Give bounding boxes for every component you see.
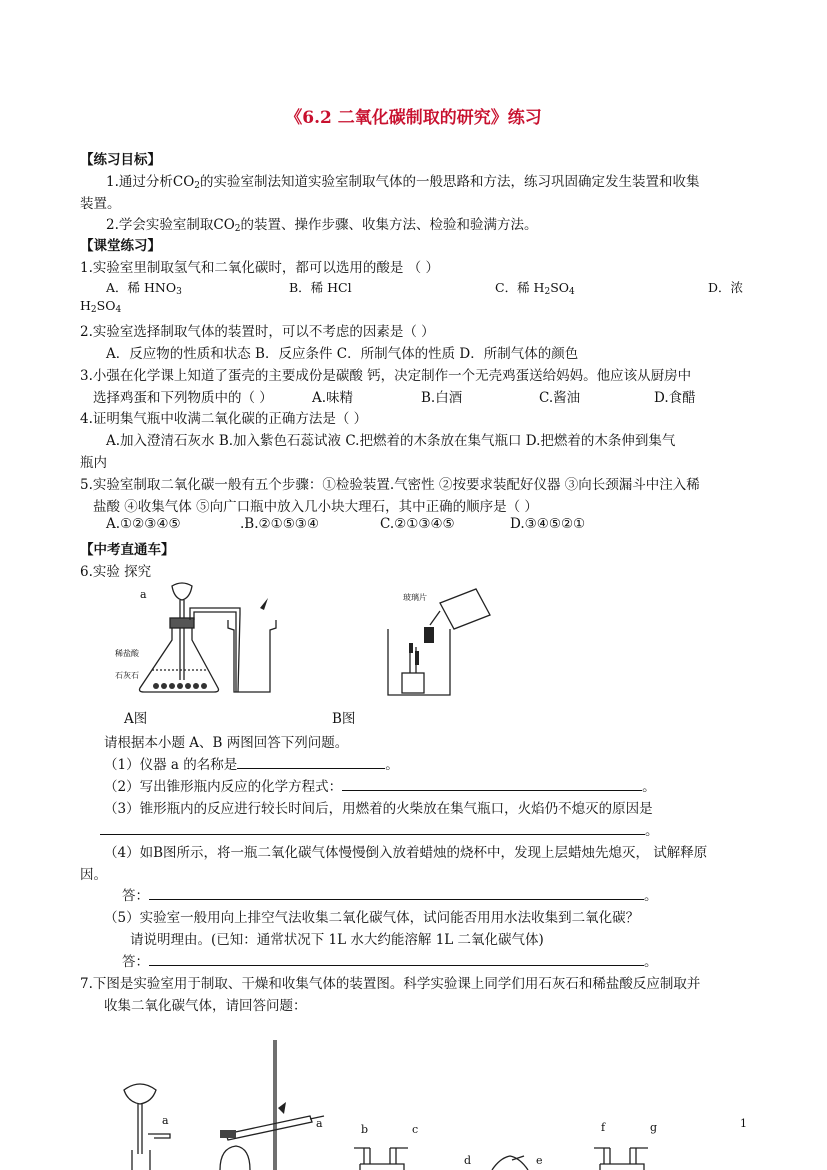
q1-option-a bbox=[106, 278, 182, 297]
question-5-cont: 盐酸 ④收集气体 ⑤向广口瓶中放入几小块大理石，其中正确的顺序是（ ） bbox=[93, 499, 538, 515]
fig-a-letter: a bbox=[140, 588, 147, 601]
question-2: 2.实验室选择制取气体的装置时，可以不考虑的因素是（ ） bbox=[80, 324, 435, 340]
period: 。 bbox=[644, 954, 658, 970]
q5-option-a: A.①②③④⑤ bbox=[106, 516, 181, 532]
q3-option-c: C.酱油 bbox=[539, 390, 581, 406]
subscript: 2 bbox=[90, 305, 97, 315]
question-4: 4.证明集气瓶中收满二氧化碳的正确方法是（ ） bbox=[80, 411, 368, 427]
q6-part-3-answer bbox=[100, 819, 659, 839]
q2-options: A．反应物的性质和状态 B．反应条件 C．所制气体的性质 D．所制气体的颜色 bbox=[106, 346, 579, 362]
option-text: SO bbox=[96, 298, 116, 313]
answer-blank[interactable] bbox=[149, 951, 644, 966]
goal-1-text-cont: 的实验室制法知道实验室制取气体的一般思路和方法，练习巩固确定发生装置和收集 bbox=[200, 174, 700, 190]
question-7: 7.下图是实验室用于制取、干燥和收集气体的装置图。科学实验课上同学们用石灰石和稀盐酸反应制取并 bbox=[80, 976, 701, 992]
q1-option-b: B．稀 HCl bbox=[289, 280, 352, 295]
answer-label: 答： bbox=[122, 954, 149, 970]
answer-blank[interactable] bbox=[149, 885, 644, 900]
subscript: 4 bbox=[115, 305, 122, 315]
fig7-label: f bbox=[601, 1121, 606, 1134]
answer-blank[interactable] bbox=[100, 820, 645, 835]
goal-2-line bbox=[106, 213, 538, 234]
fig7-label: g bbox=[650, 1121, 658, 1134]
fig-a-stone-label: 石灰石 bbox=[115, 671, 139, 680]
option-text: C．稀 H bbox=[495, 280, 545, 295]
answer-blank[interactable] bbox=[342, 776, 642, 791]
question-6: 6.实验 探究 bbox=[80, 564, 152, 580]
classroom-header: 【课堂练习】 bbox=[80, 238, 161, 254]
question-1: 1.实验室里制取氢气和二氧化碳时，都可以选用的酸是 （ ） bbox=[80, 260, 439, 276]
q6-part-5-answer bbox=[122, 950, 658, 970]
question-3: 3.小强在化学课上知道了蛋壳的主要成份是碳酸 钙，决定制作一个无壳鸡蛋送给妈妈。他应该从厨房中 bbox=[80, 368, 692, 384]
q1-option-d: D．浓 bbox=[708, 280, 744, 295]
question-7-cont: 收集二氧化碳气体，请回答问题： bbox=[104, 998, 307, 1014]
question-5: 5.实验室制取二氧化碳一般有五个步骤：①检验装置.气密性 ②按要求装配好仪器 ③向长颈漏斗中注入稀 bbox=[80, 477, 700, 493]
option-text: H bbox=[80, 298, 91, 313]
goal-1-end: 装置。 bbox=[80, 196, 121, 212]
answer-blank[interactable] bbox=[237, 754, 385, 769]
fig-a-caption: A图 bbox=[124, 711, 148, 727]
q6-intro: 请根据本小题 A、B 两图回答下列问题。 bbox=[104, 735, 349, 751]
goal-1-text: 1.通过分析CO bbox=[106, 174, 195, 190]
answer-label: 答： bbox=[122, 888, 149, 904]
q6-part-5: （5）实验室一般用向上排空气法收集二氧化碳气体，试问能否用用水法收集到二氧化碳？ bbox=[104, 910, 640, 926]
question-text: （1）仪器 a 的名称是 bbox=[104, 757, 238, 773]
period: 。 bbox=[385, 757, 399, 773]
period: 。 bbox=[642, 779, 656, 795]
q3-option-a: A.味精 bbox=[312, 390, 354, 406]
q1-option-c bbox=[495, 278, 575, 297]
exam-header: 【中考直通车】 bbox=[80, 542, 175, 558]
q5-option-b: .B.②①⑤③④ bbox=[240, 516, 320, 532]
goal-1-line bbox=[106, 170, 700, 191]
q4-options-cont: 瓶内 bbox=[80, 455, 107, 471]
q4-options: A.加入澄清石灰水 B.加入紫色石蕊试液 C.把燃着的木条放在集气瓶口 D.把燃着的木条伸到集气 bbox=[106, 433, 676, 449]
figure-a-apparatus bbox=[110, 580, 280, 700]
q3-option-b: B.白酒 bbox=[421, 390, 463, 406]
subscript: 2 bbox=[544, 287, 551, 297]
option-text: A．稀 HNO bbox=[106, 280, 177, 295]
period: 。 bbox=[644, 888, 658, 904]
goals-header: 【练习目标】 bbox=[80, 152, 161, 168]
q5-option-c: C.②①③④⑤ bbox=[380, 516, 455, 532]
subscript: 3 bbox=[176, 287, 182, 297]
q6-part-4-cont: 因。 bbox=[80, 867, 107, 883]
figure-7-apparatus bbox=[100, 1030, 720, 1170]
figure-b-apparatus bbox=[380, 585, 495, 700]
question-3-cont: 选择鸡蛋和下列物质中的（ ） bbox=[93, 390, 273, 406]
goal-2-text: 2.学会实验室制取CO bbox=[106, 217, 235, 233]
q6-part-2 bbox=[104, 775, 656, 795]
q6-part-1 bbox=[104, 753, 399, 773]
period: 。 bbox=[645, 823, 659, 839]
q6-part-3: （3）锥形瓶内的反应进行较长时间后，用燃着的火柴放在集气瓶口，火焰仍不熄灭的原因是 bbox=[104, 801, 653, 817]
q1-option-d-cont bbox=[80, 298, 121, 315]
fig7-label: a bbox=[162, 1114, 169, 1127]
option-text: SO bbox=[550, 280, 569, 295]
subscript: 4 bbox=[569, 287, 575, 297]
fig7-label: c bbox=[412, 1123, 419, 1136]
subscript: 2 bbox=[194, 181, 201, 191]
fig7-label: b bbox=[361, 1123, 369, 1136]
question-text: （2）写出锥形瓶内反应的化学方程式： bbox=[104, 779, 343, 795]
fig-b-plate-label: 玻璃片 bbox=[403, 593, 427, 602]
q6-part-4-answer bbox=[122, 884, 658, 904]
q5-option-d: D.③④⑤②① bbox=[510, 516, 586, 532]
q6-part-5-cont: 请说明理由。(已知：通常状况下 1L 水大约能溶解 1L 二氧化碳气体) bbox=[130, 932, 544, 948]
fig7-label: d bbox=[464, 1154, 472, 1167]
page-title: 《6.2 二氧化碳制取的研究》练习 bbox=[285, 108, 542, 128]
page-number: 1 bbox=[740, 1117, 747, 1130]
fig-a-acid-label: 稀盐酸 bbox=[115, 649, 139, 658]
q6-part-4: （4）如B图所示，将一瓶二氧化碳气体慢慢倒入放着蜡烛的烧杯中，发现上层蜡烛先熄灭， 试解释原 bbox=[104, 845, 708, 861]
goal-2-text-cont: 的装置、操作步骤、收集方法、检验和验满方法。 bbox=[240, 217, 538, 233]
fig7-label: a bbox=[316, 1117, 323, 1130]
subscript: 2 bbox=[234, 224, 241, 234]
q3-option-d: D.食醋 bbox=[654, 390, 696, 406]
fig-b-caption: B图 bbox=[332, 711, 356, 727]
fig7-label: e bbox=[536, 1154, 543, 1167]
